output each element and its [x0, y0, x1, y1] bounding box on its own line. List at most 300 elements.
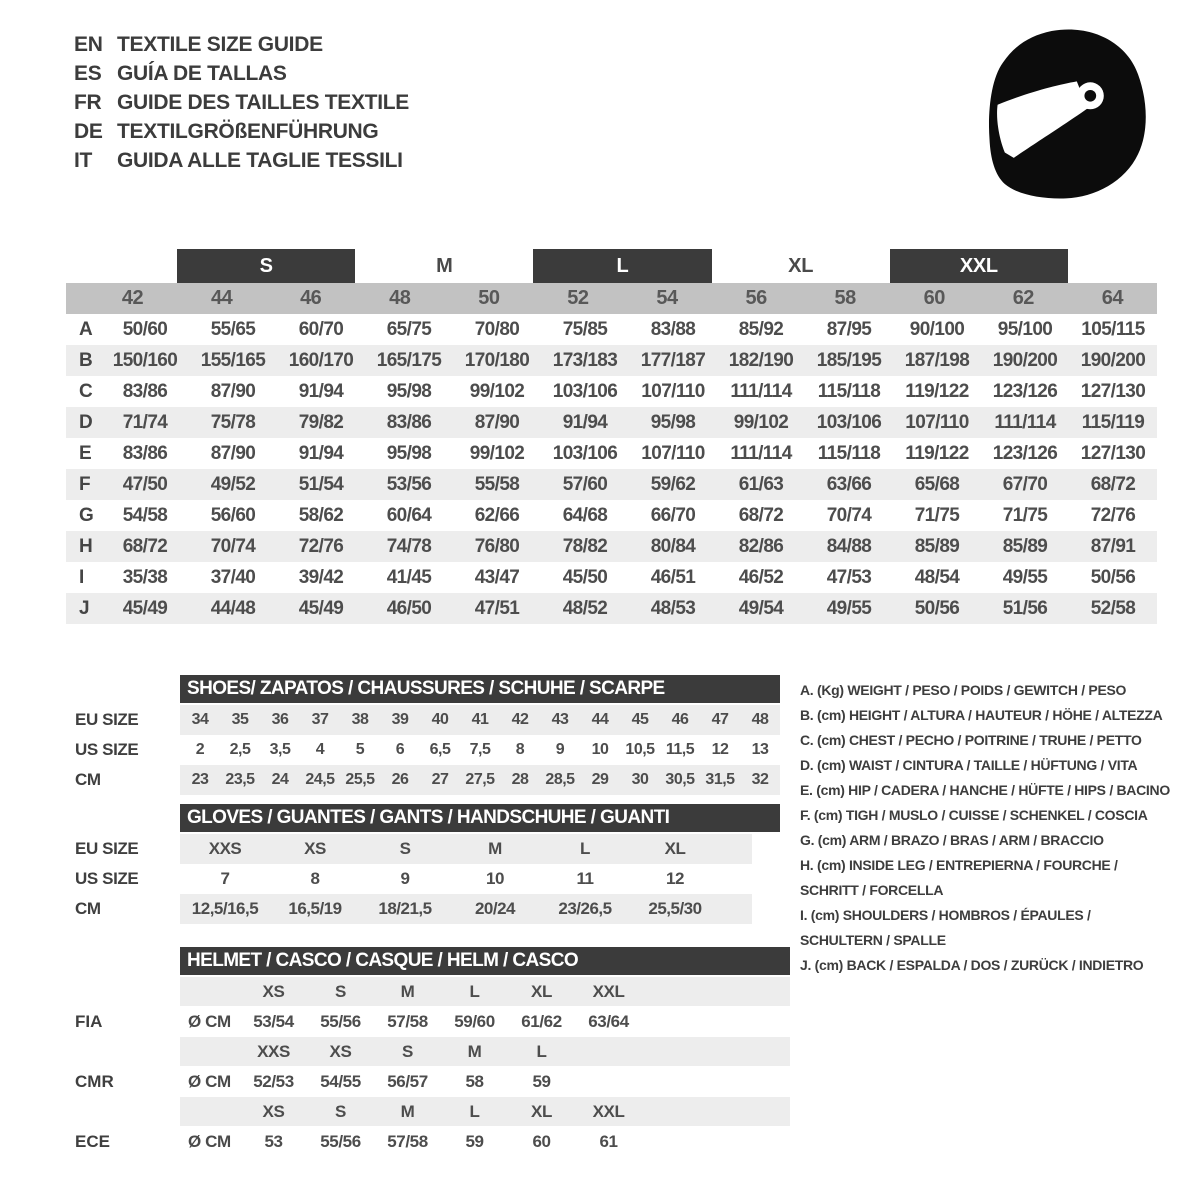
table-cell: 46 [671, 711, 689, 728]
table-cell: 99/102 [469, 380, 525, 402]
size-header-cell: XS [262, 1101, 285, 1121]
apparel-size-table [66, 249, 1157, 624]
table-cell: 43/47 [474, 566, 520, 588]
table-cell: 59 [532, 1071, 551, 1091]
table-cell: 74/78 [386, 535, 432, 557]
diameter-unit-label: Ø CM [188, 1071, 231, 1091]
gloves-table-header [66, 804, 780, 832]
table-cell: 49/55 [1002, 566, 1048, 588]
table-cell: 71/74 [122, 411, 168, 433]
table-cell: 62/66 [474, 504, 520, 526]
table-cell: 66/70 [650, 504, 696, 526]
table-cell: 103/106 [552, 442, 618, 464]
row-side-label: EU SIZE [75, 839, 139, 858]
legend-line: I. (cm) SHOULDERS / HOMBROS / ÉPAULES / [800, 907, 1091, 923]
table-cell: 56/57 [387, 1071, 428, 1091]
helmet-icon [976, 22, 1156, 202]
helmet-icon-svg [976, 22, 1156, 202]
table-cell: 111/114 [730, 380, 792, 402]
legend-item [800, 753, 1180, 778]
table-cell: 29 [591, 771, 609, 788]
legend-line: A. (Kg) WEIGHT / PESO / POIDS / GEWITCH / PESO [800, 682, 1127, 698]
table-cell: 46/51 [650, 566, 696, 588]
table-cell: 51/54 [298, 473, 344, 495]
size-header-cell: 62 [1012, 287, 1034, 309]
table-cell: 87/90 [210, 442, 256, 464]
helmet-section-ece [66, 1097, 790, 1157]
row-side-label [66, 977, 180, 1037]
legend-item [800, 778, 1180, 803]
table-cell: 7,5 [469, 741, 491, 758]
table-cell: 68/72 [122, 535, 168, 557]
table-cell: 53/54 [253, 1011, 294, 1031]
table-cell: 27,5 [465, 771, 495, 788]
table-cell: 111/114 [730, 442, 792, 464]
table-cell: 68/72 [1090, 473, 1136, 495]
table-cell: 57/60 [562, 473, 608, 495]
table-cell: 107/110 [641, 442, 705, 464]
standard-label: FIA [75, 1012, 103, 1031]
table-cell: 61/63 [738, 473, 784, 495]
size-header-cell: 46 [300, 287, 322, 309]
table-cell: 8 [515, 741, 525, 758]
size-header-cell: S [335, 1101, 346, 1121]
table-cell: 87/91 [1090, 535, 1136, 557]
table-cell: 99/102 [733, 411, 789, 433]
helmet-section-body [180, 977, 790, 1037]
measure-row-label: C [79, 380, 93, 402]
table-cell: 91/94 [298, 442, 344, 464]
table-cell: 119/122 [905, 380, 969, 402]
table-cell: 55/56 [320, 1011, 361, 1031]
table-cell: 115/118 [817, 380, 881, 402]
table-cell: 85/92 [738, 318, 784, 340]
table-cell: XL [664, 839, 686, 858]
table-cell: 83/88 [650, 318, 696, 340]
table-cell: 45 [631, 711, 649, 728]
helmet-section-body [180, 1037, 790, 1097]
size-header-cell: M [467, 1041, 482, 1061]
helmet-section-fia [66, 977, 790, 1037]
size-band-l: L [533, 249, 711, 283]
table-cell: 185/195 [816, 349, 882, 371]
table-cell: 65/68 [914, 473, 960, 495]
legend-line: B. (cm) HEIGHT / ALTURA / HAUTEUR / HÖHE / ALTEZZA [800, 707, 1163, 723]
table-cell: 9 [555, 741, 565, 758]
table-cell: 71/75 [914, 504, 960, 526]
table-cell: 127/130 [1080, 442, 1146, 464]
table-cell: 59/62 [650, 473, 696, 495]
measure-row-f [66, 469, 1157, 500]
table-cell: 173/183 [552, 349, 618, 371]
table-cell: 31,5 [705, 771, 735, 788]
helmet-section-cmr [66, 1037, 790, 1097]
table-cell: 44/48 [210, 597, 256, 619]
language-code: EN [74, 32, 103, 56]
table-cell: XXS [208, 839, 242, 858]
gloves-table-row [66, 894, 780, 924]
table-cell: 83/86 [122, 380, 168, 402]
size-band-xxl: XXL [890, 249, 1068, 283]
size-header-cell: XL [531, 1101, 552, 1121]
language-row [74, 146, 409, 175]
table-cell: 72/76 [1090, 504, 1136, 526]
table-cell: 61/62 [521, 1011, 562, 1031]
table-cell: 48/52 [562, 597, 608, 619]
table-cell: 63/66 [826, 473, 872, 495]
size-header-cell: XL [531, 981, 552, 1001]
row-side-label: US SIZE [75, 740, 139, 759]
legend-line: G. (cm) ARM / BRAZO / BRAS / ARM / BRACCIO [800, 832, 1104, 848]
table-cell: 64/68 [562, 504, 608, 526]
spacer [66, 675, 180, 703]
language-row [74, 117, 409, 146]
language-row [74, 30, 409, 59]
table-cell: 55/56 [320, 1131, 361, 1151]
gloves-table-row [66, 834, 780, 864]
measure-row-j [66, 593, 1157, 624]
row-cells [180, 705, 780, 735]
size-header-cell: S [335, 981, 346, 1001]
table-cell: 35/38 [122, 566, 168, 588]
measure-row-label: E [79, 442, 92, 464]
helmet-sizes-row [180, 1097, 790, 1126]
table-cell: 40 [431, 711, 449, 728]
measure-row-h [66, 531, 1157, 562]
spacer [66, 804, 180, 832]
size-header-cell: L [469, 981, 480, 1001]
table-cell: 123/126 [992, 442, 1058, 464]
table-cell: 52/53 [253, 1071, 294, 1091]
table-cell: 60/70 [298, 318, 344, 340]
table-cell: 95/98 [650, 411, 696, 433]
measure-row-label: J [79, 597, 90, 619]
table-cell: 70/80 [474, 318, 520, 340]
table-cell: 119/122 [905, 442, 969, 464]
table-cell: M [488, 839, 502, 858]
table-cell: 60 [532, 1131, 551, 1151]
table-cell: 63/64 [588, 1011, 629, 1031]
table-cell: 39/42 [298, 566, 344, 588]
legend-line: E. (cm) HIP / CADERA / HANCHE / HÜFTE / HIPS / BACINO [800, 782, 1170, 798]
table-cell: 37/40 [210, 566, 256, 588]
table-cell: 12 [711, 741, 729, 758]
table-cell: 55/65 [210, 318, 256, 340]
size-header-cell: XS [329, 1041, 352, 1061]
row-cells [180, 765, 780, 795]
table-cell: 6 [395, 741, 405, 758]
table-cell: 165/175 [376, 349, 442, 371]
table-cell: 54/55 [320, 1071, 361, 1091]
measure-row-e [66, 438, 1157, 469]
helmet-table-title: HELMET / CASCO / CASQUE / HELM / CASCO [180, 947, 790, 975]
size-header-cell: M [400, 981, 415, 1001]
shoes-table [66, 675, 780, 795]
size-band-row [66, 249, 1157, 283]
table-cell: 170/180 [464, 349, 530, 371]
table-cell: 47 [711, 711, 729, 728]
table-cell: 44 [591, 711, 609, 728]
shoes-table-row [66, 765, 780, 795]
table-cell: 49/55 [826, 597, 872, 619]
table-cell: 76/80 [474, 535, 520, 557]
table-cell: 103/106 [552, 380, 618, 402]
table-cell: 71/75 [1002, 504, 1048, 526]
legend-item [800, 678, 1180, 703]
table-cell: 18/21,5 [378, 899, 432, 918]
size-header-cell: S [402, 1041, 413, 1061]
size-band-xl: XL [788, 254, 814, 277]
table-cell: XS [304, 839, 326, 858]
language-code: FR [74, 90, 102, 114]
table-cell: L [580, 839, 590, 858]
helmet-values-row [180, 1066, 790, 1097]
row-side-label: CM [75, 770, 101, 789]
table-cell: 90/100 [909, 318, 965, 340]
table-cell: 150/160 [112, 349, 178, 371]
table-cell: 39 [391, 711, 409, 728]
diameter-unit-label: Ø CM [188, 1011, 231, 1031]
table-cell: 51/56 [1002, 597, 1048, 619]
size-header-cell: 60 [923, 287, 945, 309]
size-header-cell: 52 [567, 287, 589, 309]
table-cell: 30,5 [665, 771, 695, 788]
table-cell: 23 [191, 771, 209, 788]
table-cell: 84/88 [826, 535, 872, 557]
size-header-cell: 48 [389, 287, 411, 309]
table-cell: 52/58 [1090, 597, 1136, 619]
table-cell: 58 [465, 1071, 484, 1091]
size-band-s: S [177, 249, 355, 283]
table-cell: 20/24 [474, 899, 516, 918]
row-cells [180, 834, 752, 864]
table-cell: 26 [391, 771, 409, 788]
table-cell: 72/76 [298, 535, 344, 557]
legend-item [800, 828, 1180, 853]
table-cell: 57/58 [387, 1131, 428, 1151]
table-cell: 4 [315, 741, 325, 758]
table-cell: 25,5/30 [648, 899, 702, 918]
table-cell: 2,5 [229, 741, 251, 758]
helmet-values-row [180, 1126, 790, 1157]
shoes-table-title: SHOES/ ZAPATOS / CHAUSSURES / SCHUHE / SCARPE [180, 675, 780, 703]
table-cell: 49/54 [738, 597, 784, 619]
table-cell: 37 [311, 711, 329, 728]
measure-row-i [66, 562, 1157, 593]
table-cell: 160/170 [288, 349, 354, 371]
table-cell: 7 [220, 869, 230, 888]
size-header-cell: 42 [121, 287, 144, 309]
table-cell: 30 [631, 771, 649, 788]
table-cell: 95/98 [386, 380, 432, 402]
table-cell: 83/86 [386, 411, 432, 433]
table-cell: 99/102 [469, 442, 525, 464]
standard-label: ECE [75, 1132, 110, 1151]
table-cell: 34 [191, 711, 209, 728]
apparel-size-rows [66, 314, 1157, 624]
table-cell: 82/86 [738, 535, 784, 557]
language-row [74, 59, 409, 88]
size-header-cell: XXS [257, 1041, 290, 1061]
size-header-cell: XXL [592, 1101, 625, 1121]
table-cell: 55/58 [474, 473, 520, 495]
legend-line: J. (cm) BACK / ESPALDA / DOS / ZURÜCK / INDIETRO [800, 957, 1144, 973]
language-code: ES [74, 61, 102, 85]
measure-row-label: G [79, 504, 94, 526]
table-cell: 85/89 [1002, 535, 1048, 557]
table-cell: 12 [666, 869, 684, 888]
legend-item [800, 903, 1180, 953]
helmet-table-sections [66, 977, 790, 1157]
measure-row-c [66, 376, 1157, 407]
helmet-values-row [180, 1006, 790, 1037]
row-side-label: US SIZE [75, 869, 139, 888]
table-cell: 42 [511, 711, 529, 728]
table-cell: 2 [195, 741, 205, 758]
table-cell: 28 [511, 771, 529, 788]
standard-label: CMR [75, 1072, 114, 1091]
table-cell: 47/50 [122, 473, 168, 495]
legend-line: F. (cm) TIGH / MUSLO / CUISSE / SCHENKEL / COSCIA [800, 807, 1148, 823]
table-cell: 24 [271, 771, 289, 788]
table-cell: 190/200 [1080, 349, 1146, 371]
table-cell: 50/56 [1090, 566, 1136, 588]
table-cell: 127/130 [1080, 380, 1146, 402]
table-cell: 57/58 [387, 1011, 428, 1031]
table-cell: 59/60 [454, 1011, 495, 1031]
table-cell: 49/52 [210, 473, 256, 495]
table-cell: 60/64 [386, 504, 432, 526]
size-header-cell: XS [262, 981, 285, 1001]
table-cell: 38 [351, 711, 369, 728]
table-cell: 48/53 [650, 597, 696, 619]
table-cell: 83/86 [122, 442, 168, 464]
table-cell: 75/78 [210, 411, 256, 433]
size-header-cell: 58 [834, 287, 856, 309]
table-cell: 11,5 [665, 741, 695, 758]
size-header-cell: 56 [745, 287, 767, 309]
helmet-section-body [180, 1097, 790, 1157]
table-cell: 6,5 [429, 741, 451, 758]
table-cell: 53/56 [386, 473, 432, 495]
measure-row-label: H [79, 535, 93, 557]
table-cell: 3,5 [269, 741, 291, 758]
language-title: GUÍA DE TALLAS [117, 61, 287, 85]
measure-row-b [66, 345, 1157, 376]
table-cell: 95/98 [386, 442, 432, 464]
language-title: TEXTILE SIZE GUIDE [117, 32, 323, 56]
measure-row-label: I [79, 566, 85, 588]
table-cell: 46/50 [386, 597, 432, 619]
table-cell: 115/119 [1081, 411, 1145, 433]
helmet-table-header [66, 947, 790, 975]
table-cell: 10 [486, 869, 504, 888]
language-title: TEXTILGRÖßENFÜHRUNG [117, 119, 379, 143]
table-cell: 87/95 [826, 318, 872, 340]
table-cell: 68/72 [738, 504, 784, 526]
size-band-m: M [436, 254, 453, 277]
table-cell: 41 [471, 711, 489, 728]
row-side-label: CM [75, 899, 101, 918]
table-cell: 24,5 [305, 771, 335, 788]
shoes-table-row [66, 705, 780, 735]
table-cell: 79/82 [298, 411, 344, 433]
table-cell: 5 [355, 741, 365, 758]
table-cell: 70/74 [826, 504, 872, 526]
table-cell: 190/200 [992, 349, 1058, 371]
table-cell: 105/115 [1081, 318, 1145, 340]
gloves-table [66, 804, 780, 924]
table-cell: 54/58 [122, 504, 168, 526]
table-cell: 95/100 [997, 318, 1053, 340]
table-cell: 91/94 [298, 380, 344, 402]
table-cell: 45/49 [122, 597, 168, 619]
table-cell: 27 [431, 771, 449, 788]
measure-row-a [66, 314, 1157, 345]
legend-line: SCHULTERN / SPALLE [800, 932, 946, 948]
table-cell: 47/53 [826, 566, 872, 588]
table-cell: 8 [310, 869, 320, 888]
shoes-table-row [66, 735, 780, 765]
language-header [74, 30, 409, 175]
size-header-cell: 54 [656, 287, 678, 309]
size-header-cell: XXL [592, 981, 625, 1001]
shoes-table-header [66, 675, 780, 703]
table-cell: 67/70 [1002, 473, 1048, 495]
table-cell: 43 [551, 711, 569, 728]
size-header-cell: 50 [478, 287, 500, 309]
language-code: DE [74, 119, 103, 143]
measure-row-label: D [79, 411, 93, 433]
measurement-legend [800, 678, 1180, 978]
row-cells [180, 894, 752, 924]
row-side-label [66, 1037, 180, 1097]
row-cells [180, 735, 780, 765]
legend-item [800, 803, 1180, 828]
size-header-cell: 44 [210, 287, 233, 309]
measure-row-g [66, 500, 1157, 531]
language-title: GUIDA ALLE TAGLIE TESSILI [117, 148, 403, 172]
measure-row-d [66, 407, 1157, 438]
table-cell: 32 [751, 771, 769, 788]
diameter-unit-label: Ø CM [188, 1131, 231, 1151]
size-header-cell: 64 [1101, 287, 1124, 309]
table-cell: 80/84 [650, 535, 696, 557]
table-cell: 70/74 [210, 535, 256, 557]
table-cell: 13 [751, 741, 769, 758]
table-cell: 75/85 [562, 318, 608, 340]
table-cell: 87/90 [210, 380, 256, 402]
language-code: IT [74, 148, 93, 172]
table-cell: 23,5 [225, 771, 255, 788]
measure-row-label: F [79, 473, 91, 495]
legend-line: D. (cm) WAIST / CINTURA / TAILLE / HÜFTUNG / VITA [800, 757, 1138, 773]
numeric-size-row [66, 283, 1157, 314]
table-cell: 11 [576, 869, 594, 888]
table-cell: 59 [465, 1131, 484, 1151]
table-cell: 56/60 [210, 504, 256, 526]
table-cell: 103/106 [816, 411, 882, 433]
helmet-sizes-row [180, 1037, 790, 1066]
legend-item [800, 853, 1180, 903]
table-cell: 48 [751, 711, 769, 728]
table-cell: 78/82 [562, 535, 608, 557]
table-cell: 107/110 [641, 380, 705, 402]
table-cell: 177/187 [640, 349, 706, 371]
row-side-label [66, 1097, 180, 1157]
table-cell: 50/56 [914, 597, 960, 619]
table-cell: 87/90 [474, 411, 520, 433]
